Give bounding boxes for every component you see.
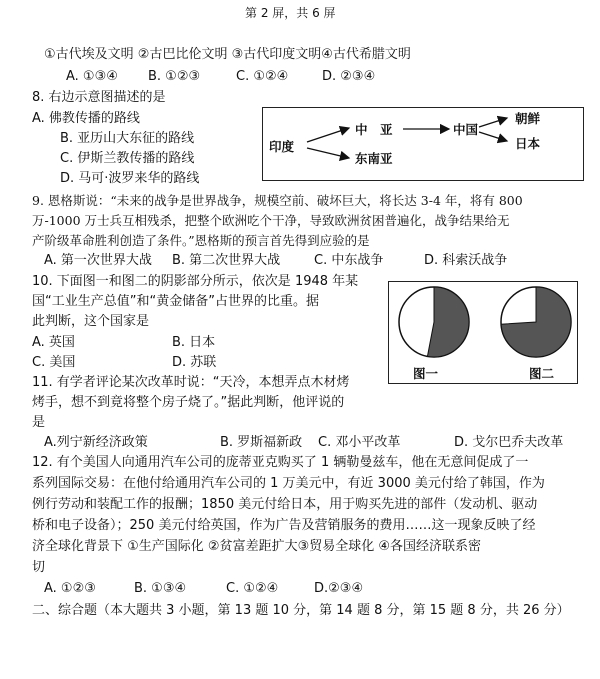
q12-line3: 例行劳动和装配工作的报酬；1850 美元付给日本，用于购买先进的部件（发动机、驱动 bbox=[32, 497, 538, 512]
q7-option-d: D. ②③④ bbox=[322, 69, 376, 84]
pie-1-shaded-slice bbox=[427, 287, 469, 357]
q11-line3: 是 bbox=[32, 415, 46, 430]
q7-items: ①古代埃及文明 ②古巴比伦文明 ③古代印度文明④古代希腊文明 bbox=[44, 47, 411, 62]
route-start-india: 印度 bbox=[269, 139, 295, 154]
q7-option-c: C. ①②④ bbox=[236, 69, 289, 84]
pie-charts-figure bbox=[388, 281, 578, 384]
q10-option-a: A. 英国 bbox=[32, 335, 75, 350]
q12-option-a: A. ①②③ bbox=[44, 581, 96, 596]
q9-option-c: C. 中东战争 bbox=[314, 253, 384, 268]
q12-line5: 济全球化背景下 ①生产国际化 ②贫富差距扩大③贸易全球化 ④各国经济联系密 bbox=[32, 539, 482, 554]
q9-line3: 产阶级革命胜利创造了条件。”恩格斯的预言首先得到应验的是 bbox=[32, 233, 370, 248]
q10-line3: 此判断，这个国家是 bbox=[32, 314, 150, 329]
route-china: 中国 bbox=[453, 122, 479, 137]
q12-line1: 12. 有个美国人向通用汽车公司的庞蒂亚克购买了 1 辆勒曼兹车，他在无意间促成了一 bbox=[32, 455, 529, 470]
q11-line1: 11. 有学者评论某次改革时说：“天冷，本想弄点木材烤 bbox=[32, 375, 350, 390]
route-diagram bbox=[262, 107, 584, 181]
q9-line2: 万-1000 万士兵互相残杀，把整个欧洲吃个干净，导致欧洲贫困普遍化，战争结果给无 bbox=[32, 213, 510, 228]
q12-line6: 切 bbox=[32, 560, 46, 575]
q10-option-d: D. 苏联 bbox=[172, 355, 217, 370]
q7-option-b: B. ①②③ bbox=[148, 69, 201, 84]
q9-option-d: D. 科索沃战争 bbox=[424, 253, 508, 268]
q9-option-a: A. 第一次世界大战 bbox=[44, 253, 152, 268]
q10-option-c: C. 美国 bbox=[32, 355, 76, 370]
route-southeast-asia: 东南亚 bbox=[355, 151, 393, 166]
q12-option-d: D.②③④ bbox=[314, 581, 364, 596]
q10-option-b: B. 日本 bbox=[172, 335, 216, 350]
route-korea: 朝鲜 bbox=[515, 111, 541, 126]
q9-option-b: B. 第二次世界大战 bbox=[172, 253, 281, 268]
q12-line4: 桥和电子设备）；250 美元付给英国，作为广告及营销服务的费用……这一现象反映了经 bbox=[32, 518, 536, 533]
route-japan: 日本 bbox=[515, 136, 541, 151]
q8-stem: 8. 右边示意图描述的是 bbox=[32, 90, 166, 105]
section-2-heading: 二、综合题（本大题共 3 小题，第 13 题 10 分，第 14 题 8 分，第 15 题 8 分，共 26 分） bbox=[32, 603, 570, 618]
q8-option-b: B. 亚历山大东征的路线 bbox=[60, 131, 195, 146]
q10-line1: 10. 下面图一和图二的阴影部分所示，依次是 1948 年某 bbox=[32, 274, 359, 289]
fig2-label: 图二 bbox=[529, 366, 555, 381]
q8-option-a: A. 佛教传播的路线 bbox=[32, 111, 140, 126]
q12-line2: 系列国际交易：在他付给通用汽车公司的 1 万美元中，有近 3000 美元付给了韩国，作为 bbox=[32, 476, 545, 491]
q7-option-a: A. ①③④ bbox=[66, 69, 118, 84]
q12-option-b: B. ①③④ bbox=[134, 581, 187, 596]
q8-option-d: D. 马可·波罗来华的路线 bbox=[60, 171, 200, 186]
q12-option-c: C. ①②④ bbox=[226, 581, 279, 596]
fig1-label: 图一 bbox=[413, 366, 439, 381]
q11-option-a: A.列宁新经济政策 bbox=[44, 435, 148, 450]
q10-line2: 国“工业生产总值”和“黄金储备”占世界的比重。据 bbox=[32, 294, 319, 309]
q8-option-c: C. 伊斯兰教传播的路线 bbox=[60, 151, 195, 166]
q11-option-d: D. 戈尔巴乔夫改革 bbox=[454, 435, 564, 450]
q9-line1: 9. 恩格斯说：“未来的战争是世界战争，规模空前、破坏巨大，将长达 3-4 年，将有 800 bbox=[32, 193, 523, 208]
q11-option-b: B. 罗斯福新政 bbox=[220, 435, 303, 450]
route-central-asia: 中 亚 bbox=[355, 122, 393, 137]
q11-line2: 烤手，想不到竟将整个房子烧了。”据此判断，他评说的 bbox=[32, 395, 345, 410]
q11-option-c: C. 邓小平改革 bbox=[318, 435, 401, 450]
page-header: 第 2 屏，共 6 屏 bbox=[245, 6, 336, 20]
